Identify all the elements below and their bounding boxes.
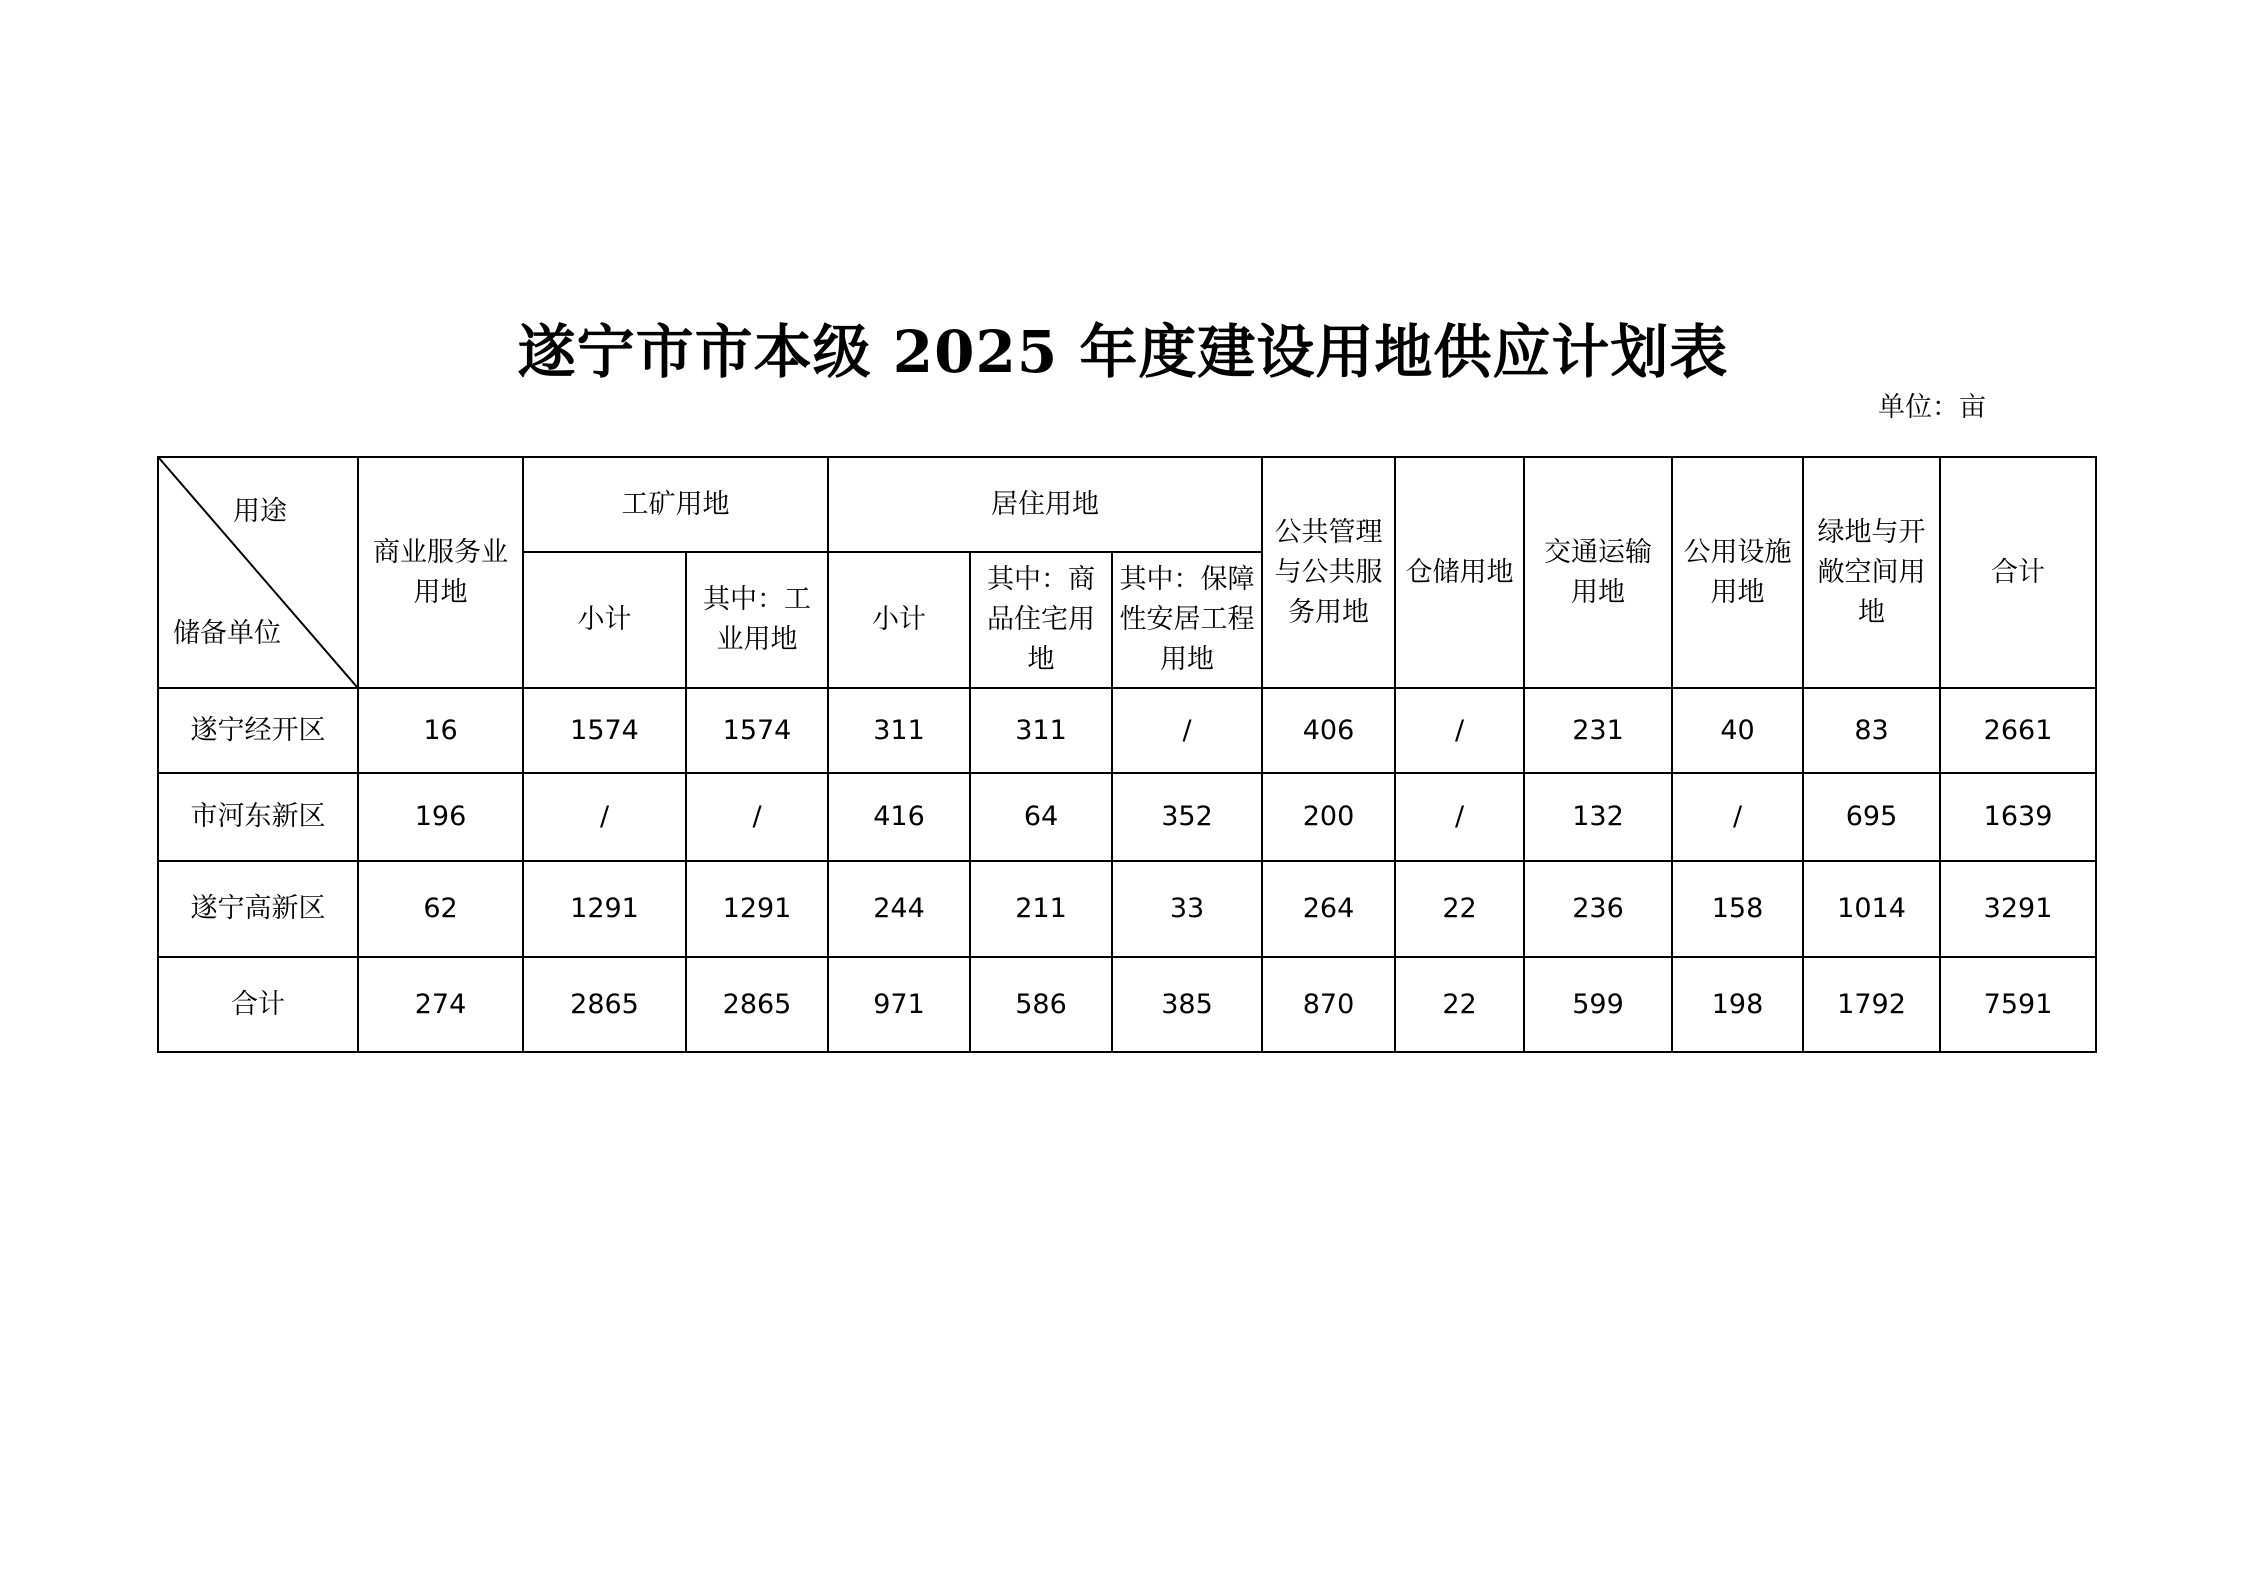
table-cell: 2865 [686,957,828,1052]
table-cell: 231 [1524,688,1672,773]
table-cell: 83 [1803,688,1940,773]
table-cell: / [1395,773,1524,861]
table-cell: 352 [1112,773,1262,861]
table-cell: / [1395,688,1524,773]
row-unit-name: 合计 [158,957,358,1052]
table-cell: 1792 [1803,957,1940,1052]
table-cell: 416 [828,773,970,861]
corner-header-cell [158,457,358,688]
table-cell: 264 [1262,861,1395,957]
table-row [158,773,2096,861]
table-cell: 1291 [523,861,686,957]
header-residential-affordable: 其中：保障性安居工程用地 [1112,552,1262,688]
header-industrial-group: 工矿用地 [523,457,828,552]
table-cell: 311 [828,688,970,773]
table-cell: 870 [1262,957,1395,1052]
header-residential-subtotal: 小计 [828,552,970,688]
table-cell: 385 [1112,957,1262,1052]
table-cell: 274 [358,957,523,1052]
table-cell: 971 [828,957,970,1052]
table-cell: 695 [1803,773,1940,861]
table-cell: 40 [1672,688,1803,773]
table-cell: 2661 [1940,688,2096,773]
table-cell: 311 [970,688,1112,773]
table-cell: 200 [1262,773,1395,861]
page-title: 遂宁市市本级 2025 年度建设用地供应计划表 [517,318,1729,386]
row-unit-name: 遂宁高新区 [158,861,358,957]
header-industrial-of-which: 其中：工业用地 [686,552,828,688]
table-cell: 599 [1524,957,1672,1052]
table-cell: 2865 [523,957,686,1052]
table-cell: / [1112,688,1262,773]
table-cell: 64 [970,773,1112,861]
header-residential-group: 居住用地 [828,457,1262,552]
header-residential-commodity: 其中：商品住宅用地 [970,552,1112,688]
table-cell: 158 [1672,861,1803,957]
table-cell: 22 [1395,861,1524,957]
table-cell: 211 [970,861,1112,957]
corner-bottom-label: 储备单位 [173,618,281,649]
table-cell: 7591 [1940,957,2096,1052]
table-cell: 236 [1524,861,1672,957]
header-utilities: 公用设施用地 [1672,457,1803,688]
table-cell: / [523,773,686,861]
unit-label: 单位：亩 [1878,392,1986,423]
table-cell: 132 [1524,773,1672,861]
land-supply-table [157,456,2097,1053]
table-cell: 198 [1672,957,1803,1052]
table-cell: 1639 [1940,773,2096,861]
table-cell: 1291 [686,861,828,957]
table-cell: 1574 [686,688,828,773]
table-row [158,861,2096,957]
table-cell: 1574 [523,688,686,773]
header-row-1 [158,457,2096,552]
header-transport: 交通运输用地 [1524,457,1672,688]
header-industrial-subtotal: 小计 [523,552,686,688]
table-row [158,688,2096,773]
corner-top-label: 用途 [233,496,287,527]
table-cell: 1014 [1803,861,1940,957]
table-cell: 244 [828,861,970,957]
table-cell: 406 [1262,688,1395,773]
header-commercial: 商业服务业用地 [358,457,523,688]
header-green-space: 绿地与开敞空间用地 [1803,457,1940,688]
diagonal-divider [159,458,357,687]
table-cell: / [1672,773,1803,861]
header-public-service: 公共管理与公共服务用地 [1262,457,1395,688]
table-cell: 3291 [1940,861,2096,957]
table-cell: 22 [1395,957,1524,1052]
header-total: 合计 [1940,457,2096,688]
table-cell: 62 [358,861,523,957]
table-cell: 586 [970,957,1112,1052]
table-cell: / [686,773,828,861]
row-unit-name: 市河东新区 [158,773,358,861]
table-row-total [158,957,2096,1052]
table-cell: 196 [358,773,523,861]
table-cell: 33 [1112,861,1262,957]
header-storage: 仓储用地 [1395,457,1524,688]
table-cell: 16 [358,688,523,773]
row-unit-name: 遂宁经开区 [158,688,358,773]
